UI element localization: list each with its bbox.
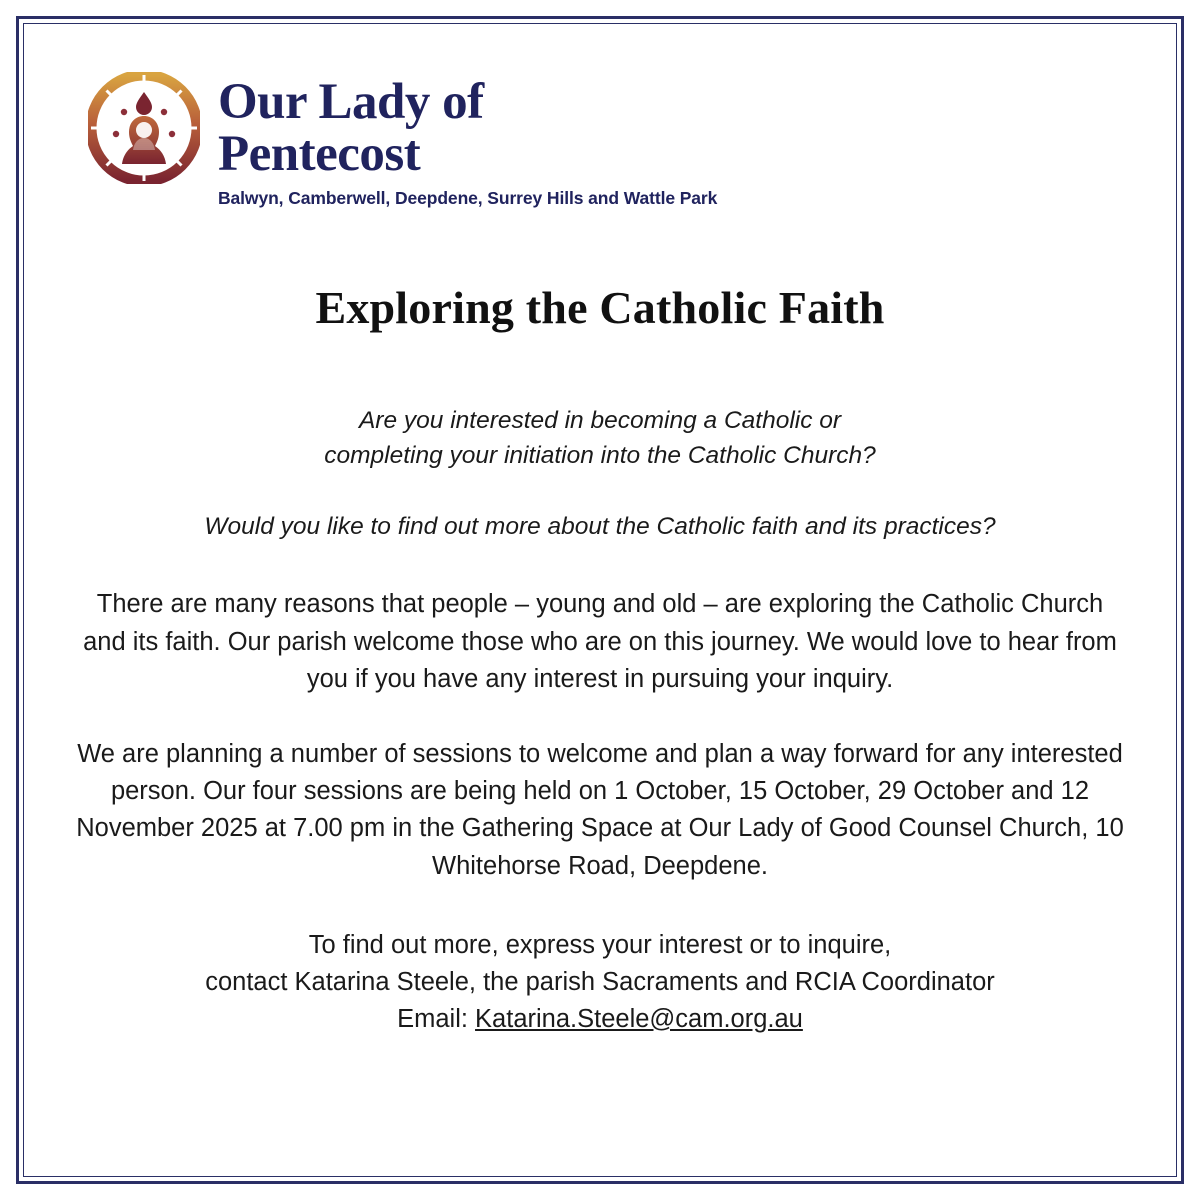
contact-email-line — [70, 1001, 1130, 1038]
intro-question-1-line2: completing your initiation into the Catholic Church? — [324, 441, 876, 469]
poster-content — [18, 18, 1182, 1182]
contact-line-1: To find out more, express your interest or to inquire, — [308, 930, 892, 959]
intro-question-1 — [70, 404, 1130, 474]
parish-name-line1: Our Lady of — [218, 74, 484, 130]
parish-logo-icon — [88, 72, 200, 184]
paragraph-reasons: There are many reasons that people – young and old – are exploring the Catholic Church and its faith. Our parish welcome those who are on this journey. We would love to hear from you if you have any interest in pursuing your inquiry. — [83, 590, 1117, 693]
parish-name-line2: Pentecost — [218, 125, 421, 182]
paragraph-sessions: We are planning a number of sessions to welcome and plan a way forward for any interested person. Our four sessions are being held on 1 October, 15 October, 29 October and 12 November 2025 at 7.00 pm in the Gathering Space at Our Lady of Good Counsel Church, 10 Whitehorse Road, Deepdene. — [76, 739, 1124, 880]
parish-header — [70, 56, 1130, 209]
contact-block — [70, 927, 1130, 1038]
parish-suburbs: Balwyn, Camberwell, Deepdene, Surrey Hills and Wattle Park — [218, 187, 718, 208]
intro-question-1-line1: Are you interested in becoming a Catholic or — [358, 406, 842, 434]
email-label: Email: — [397, 1004, 476, 1033]
parish-logo-text — [218, 72, 717, 209]
intro-question-2: Would you like to find out more about the Catholic faith and its practices? — [204, 512, 996, 540]
page-title: Exploring the Catholic Faith — [315, 281, 885, 333]
contact-line-2: contact Katarina Steele, the parish Sacraments and RCIA Coordinator — [205, 967, 995, 996]
email-link[interactable]: Katarina.Steele@cam.org.au — [475, 1004, 803, 1033]
